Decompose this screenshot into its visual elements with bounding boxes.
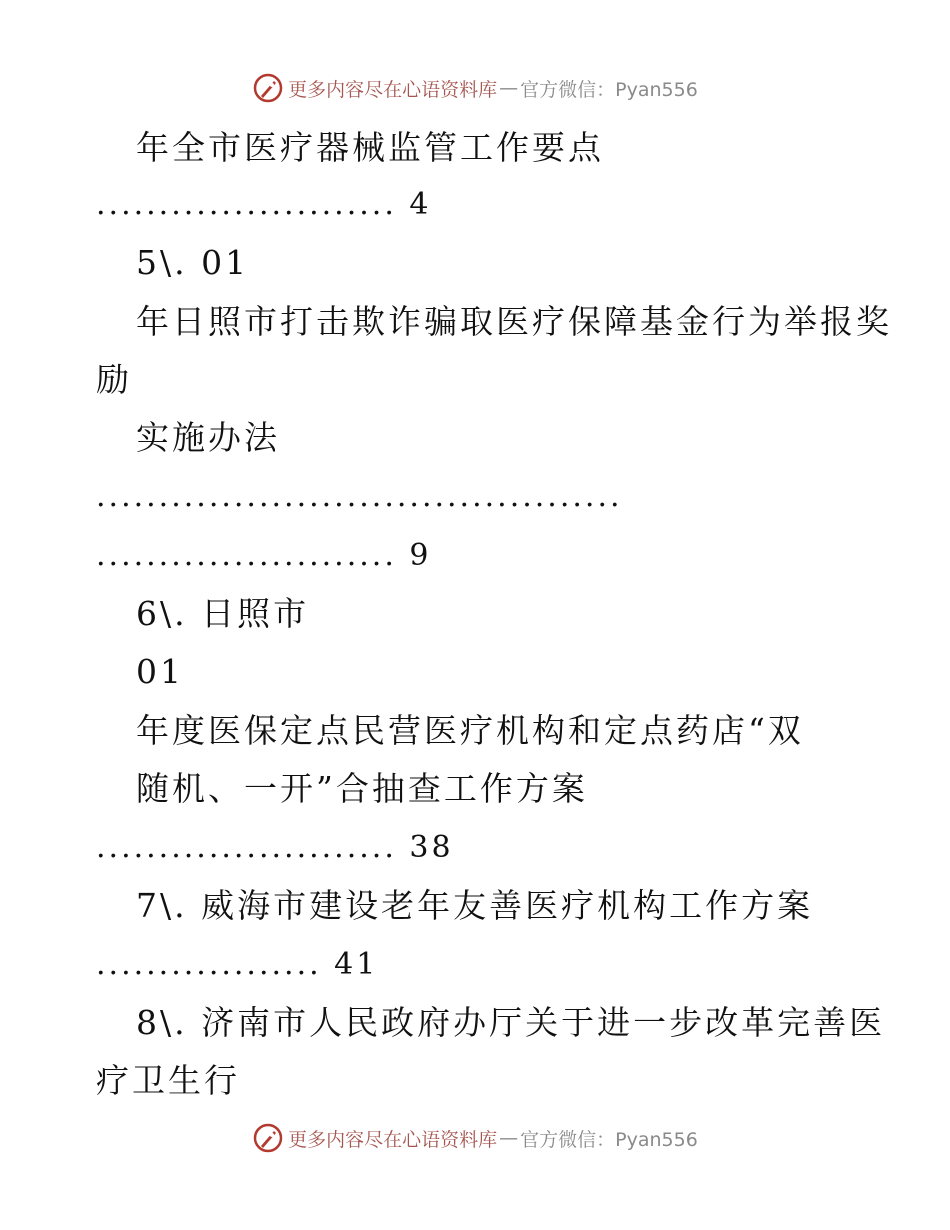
quill-logo-icon [252,72,284,104]
toc-leader-page: ........................ 4 [96,187,432,222]
toc-entry-text: 疗卫生行 [96,1061,240,1100]
toc-entry-number: 8\. 济南市人民政府办厅关于进一步改革完善医 [136,1003,886,1042]
toc-leader-page: ........................ 38 [96,830,454,865]
watermark-wechat: 官方微信：Pyan556 [520,1128,698,1151]
toc-leader-page: .................. 41 [96,947,379,982]
toc-entry-number: 7\. 威海市建设老年友善医疗机构工作方案 [136,886,814,925]
quill-logo-icon [252,1122,284,1154]
toc-entry-text: 年全市医疗器械监管工作要点 [136,128,604,167]
toc-entry-number: 5\. 01 [136,243,250,282]
watermark-separator: — [499,1127,519,1149]
toc-leader-page: ........................ 9 [96,538,432,573]
watermark-text: 更多内容尽在心语资料库 [288,1128,498,1151]
watermark-separator: — [499,77,519,99]
toc-entry-text: 实施办法 [136,418,280,457]
watermark-bottom [0,1122,950,1154]
toc-entry-text: 年度医保定点民营医疗机构和定点药店“双 [136,711,804,750]
toc-leader: .......................................... [96,479,623,514]
watermark-top [0,72,950,104]
toc-entry-text: 励 [96,360,132,399]
toc-entry-text: 随机、一开”合抽查工作方案 [136,769,588,808]
toc-entry-text: 01 [136,652,184,691]
watermark-text: 更多内容尽在心语资料库 [288,78,498,101]
toc-entry-text: 年日照市打击欺诈骗取医疗保障基金行为举报奖 [136,302,892,341]
watermark-wechat: 官方微信：Pyan556 [520,78,698,101]
toc-entry-number: 6\. 日照市 [136,594,310,633]
